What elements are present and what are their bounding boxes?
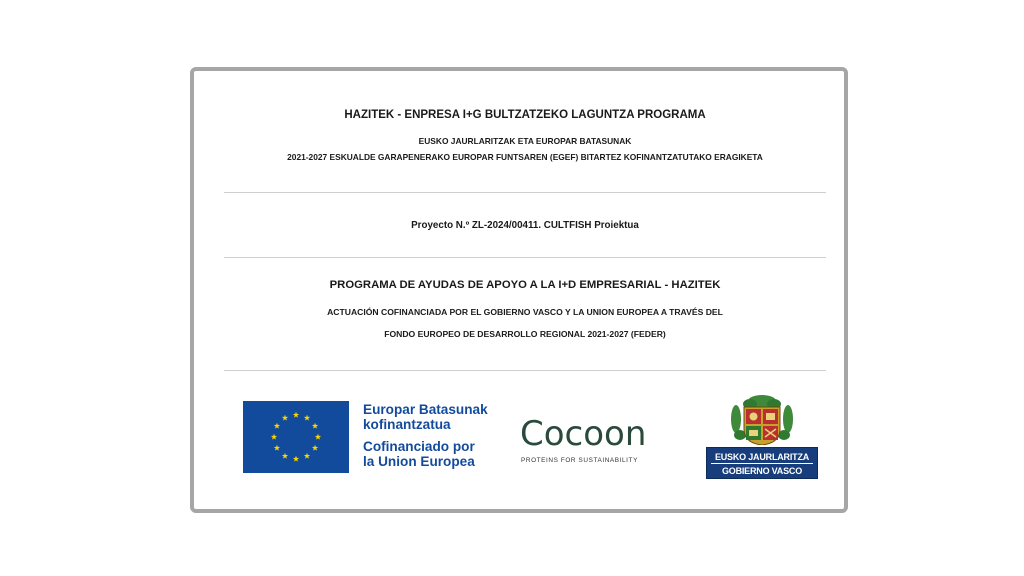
basque-government-label bbox=[706, 447, 818, 479]
cocoon-wordmark: Cocoon bbox=[520, 414, 647, 454]
basque-government-logo bbox=[706, 395, 818, 479]
divider bbox=[224, 192, 826, 193]
subtitle-eu-2: 2021-2027 ESKUALDE GARAPENERAKO EUROPAR FUNTSAREN (EGEF) BITARTEZ KOFINANTZATUTAKO ERAGIKETA bbox=[287, 152, 763, 162]
eu-text-line-2: kofinantzatua bbox=[363, 416, 451, 432]
title-eu: HAZITEK - ENPRESA I+G BULTZATZEKO LAGUNTZA PROGRAMA bbox=[344, 109, 706, 121]
eu-text-line-4: la Union Europea bbox=[363, 453, 475, 469]
document-frame bbox=[190, 67, 848, 513]
basque-gov-name-eu: EUSKO JAURLARITZA bbox=[714, 452, 810, 462]
project-label: Proyecto N.º ZL-2024/00411. CULTFISH Proiektua bbox=[411, 220, 639, 231]
eu-text-line-1: Europar Batasunak bbox=[363, 402, 488, 417]
title-es: PROGRAMA DE AYUDAS DE APOYO A LA I+D EMPRESARIAL - HAZITEK bbox=[329, 279, 721, 291]
document-content bbox=[224, 87, 826, 497]
eu-text-line-3: Cofinanciado por bbox=[363, 439, 475, 454]
cocoon-tagline: PROTEINS FOR SUSTAINABILITY bbox=[521, 457, 638, 464]
divider bbox=[224, 257, 826, 258]
cofinance-line-1: ACTUACIÓN COFINANCIADA POR EL GOBIERNO VASCO Y LA UNION EUROPEA A TRAVÉS DEL bbox=[327, 307, 723, 317]
eu-flag-logo bbox=[243, 401, 349, 473]
subtitle-eu-1: EUSKO JAURLARITZAK ETA EUROPAR BATASUNAK bbox=[418, 136, 632, 146]
divider bbox=[224, 370, 826, 371]
eu-cofinance-text bbox=[363, 403, 503, 469]
basque-gov-name-es: GOBIERNO VASCO bbox=[721, 466, 803, 476]
cofinance-line-2: FONDO EUROPEO DE DESARROLLO REGIONAL 2021-2027 (FEDER) bbox=[384, 329, 666, 339]
cocoon-logo bbox=[520, 414, 678, 471]
coat-of-arms-icon bbox=[720, 395, 804, 445]
